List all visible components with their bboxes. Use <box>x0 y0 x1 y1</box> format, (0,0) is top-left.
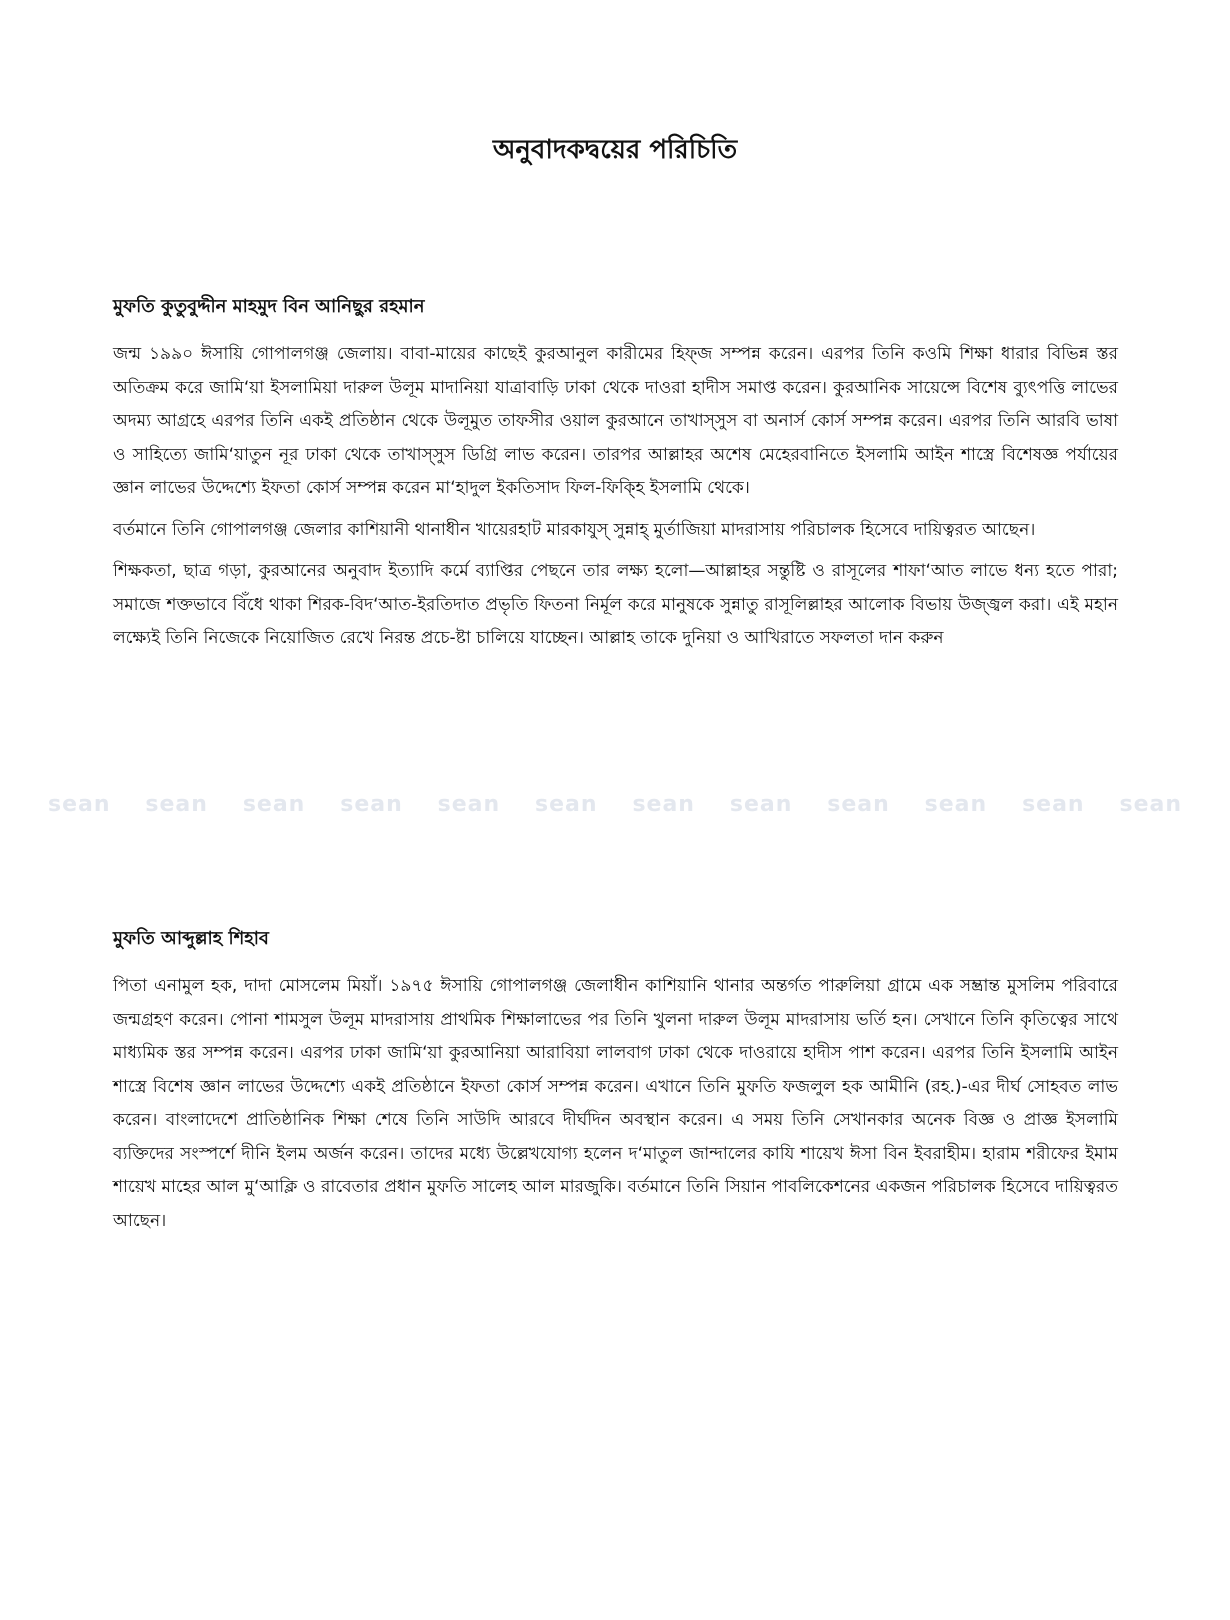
translator-section-1 <box>113 292 1118 664</box>
watermark-text: sean <box>924 792 988 817</box>
watermark-text: sean <box>1119 792 1182 817</box>
translator-name: মুফতি আব্দুল্লাহ শিহাব <box>113 928 269 949</box>
translator-section-2 <box>113 924 1118 1246</box>
watermark <box>48 792 1182 818</box>
watermark-text: sean <box>632 792 695 817</box>
translator-name: মুফতি কুতুবুদ্দীন মাহমুদ বিন আনিছুর রহমান <box>113 296 425 317</box>
bio-paragraph: বর্তমানে তিনি গোপালগঞ্জ জেলার কাশিয়ানী থানাধীন খায়েরহাট মারকাযুস্ সুন্নাহ্ মুর্তাজিয়া মাদরাসায় পরিচালক হিসেবে দায়িত্বরত আছেন। <box>113 519 1036 540</box>
watermark-text: sean <box>48 792 111 817</box>
watermark-text: sean <box>827 792 890 817</box>
bio-paragraph: শিক্ষকতা, ছাত্র গড়া, কুরআনের অনুবাদ ইত্যাদি কর্মে ব্যাপ্তির পেছনে তার লক্ষ্য হলো—আল্লাহর সন্তুষ্টি ও রাসূলের শাফা‘আত লাভে ধন্য হতে পারা; সমাজে শক্তভাবে বিঁধে থাকা শিরক-বিদ‘আত-ইরতিদাত প্রভৃতি ফিতনা নির্মূল করে মানুষকে সুন্নাতু রাসূলিল্লাহর আলোক বিভায় উজ্জ্বল করা। এই মহান লক্ষ্যেই তিনি নিজেকে নিয়োজিত রেখে নিরন্ত প্রচে-ষ্টা চালিয়ে যাচ্ছেন। আল্লাহ তাকে দুনিয়া ও আখিরাতে সফলতা দান করুন <box>113 561 1118 648</box>
watermark-text: sean <box>1022 792 1085 817</box>
bio-paragraph: পিতা এনামুল হক, দাদা মোসলেম মিয়াঁ। ১৯৭৫ ঈসায়ি গোপালগঞ্জ জেলাধীন কাশিয়ানি থানার অন্তর্গত পারুলিয়া গ্রামে এক সম্ভ্রান্ত মুসলিম পরিবারে জন্মগ্রহণ করেন। পোনা শামসুল উলূম মাদরাসায় প্রাথমিক শিক্ষালাভের পর তিনি খুলনা দারুল উলূম মাদরাসায় ভর্তি হন। সেখানে তিনি কৃতিত্বের সাথে মাধ্যমিক স্তর সম্পন্ন করেন। এরপর ঢাকা জামি‘য়া কুরআনিয়া আরাবিয়া লালবাগ ঢাকা থেকে দাওরায়ে হাদীস পাশ করেন। এরপর তিনি ইসলামি আইন শাস্ত্রে বিশেষ জ্ঞান লাভের উদ্দেশ্যে একই প্রতিষ্ঠানে ইফতা কোর্স সম্পন্ন করেন। এখানে তিনি মুফতি ফজলুল হক আমীনি (রহ.)-এর দীর্ঘ সোহবত লাভ করেন। বাংলাদেশে প্রাতিষ্ঠানিক শিক্ষা শেষে তিনি সাউদি আরবে দীর্ঘদিন অবস্থান করেন। এ সময় তিনি সেখানকার অনেক বিজ্ঞ ও প্রাজ্ঞ ইসলামি ব্যক্তিদের সংস্পর্শে দীনি ইলম অর্জন করেন। তাদের মধ্যে উল্লেখযোগ্য হলেন দ‘মাতুল জান্দালের কাযি শায়েখ ঈসা বিন ইবরাহীম। হারাম শরীফের ইমাম শায়েখ মাহের আল মু‘আক্লি ও রাবেতার প্রধান মুফতি সালেহ আল মারজুকি। বর্তমানে তিনি সিয়ান পাবলিকেশনের একজন পরিচালক হিসেবে দায়িত্বরত আছেন। <box>113 976 1118 1231</box>
watermark-text: sean <box>535 792 598 817</box>
watermark-text: sean <box>242 792 306 817</box>
page-title: অনুবাদকদ্বয়ের পরিচিতি <box>492 135 738 165</box>
watermark-text: sean <box>340 792 403 817</box>
watermark-text: sean <box>145 792 208 817</box>
bio-paragraph: জন্ম ১৯৯০ ঈসায়ি গোপালগঞ্জ জেলায়। বাবা-মায়ের কাছেই কুরআনুল কারীমের হিফ্জ সম্পন্ন করেন। এরপর তিনি কওমি শিক্ষা ধারার বিভিন্ন স্তর অতিক্রম করে জামি‘য়া ইসলামিয়া দারুল উলূম মাদানিয়া যাত্রাবাড়ি ঢাকা থেকে দাওরা হাদীস সমাপ্ত করেন। কুরআনিক সায়েন্সে বিশেষ ব্যুৎপত্তি লাভের অদম্য আগ্রহে এরপর তিনি একই প্রতিষ্ঠান থেকে উলূমুত তাফসীর ওয়াল কুরআনে তাখাস্সুস বা অনার্স কোর্স সম্পন্ন করেন। এরপর তিনি আরবি ভাষা ও সাহিত্যে জামি‘য়াতুন নূর ঢাকা থেকে তাখাস্সুস ডিগ্রি লাভ করেন। তারপর আল্লাহর অশেষ মেহেরবানিতে ইসলামি আইন শাস্ত্রে বিশেষজ্ঞ পর্যায়ের জ্ঞান লাভের উদ্দেশ্যে ইফতা কোর্স সম্পন্ন করেন মা‘হাদুল ইকতিসাদ ফিল-ফিক্হি ইসলামি থেকে। <box>113 344 1118 498</box>
watermark-text: sean <box>729 792 793 817</box>
watermark-text: sean <box>437 792 501 817</box>
